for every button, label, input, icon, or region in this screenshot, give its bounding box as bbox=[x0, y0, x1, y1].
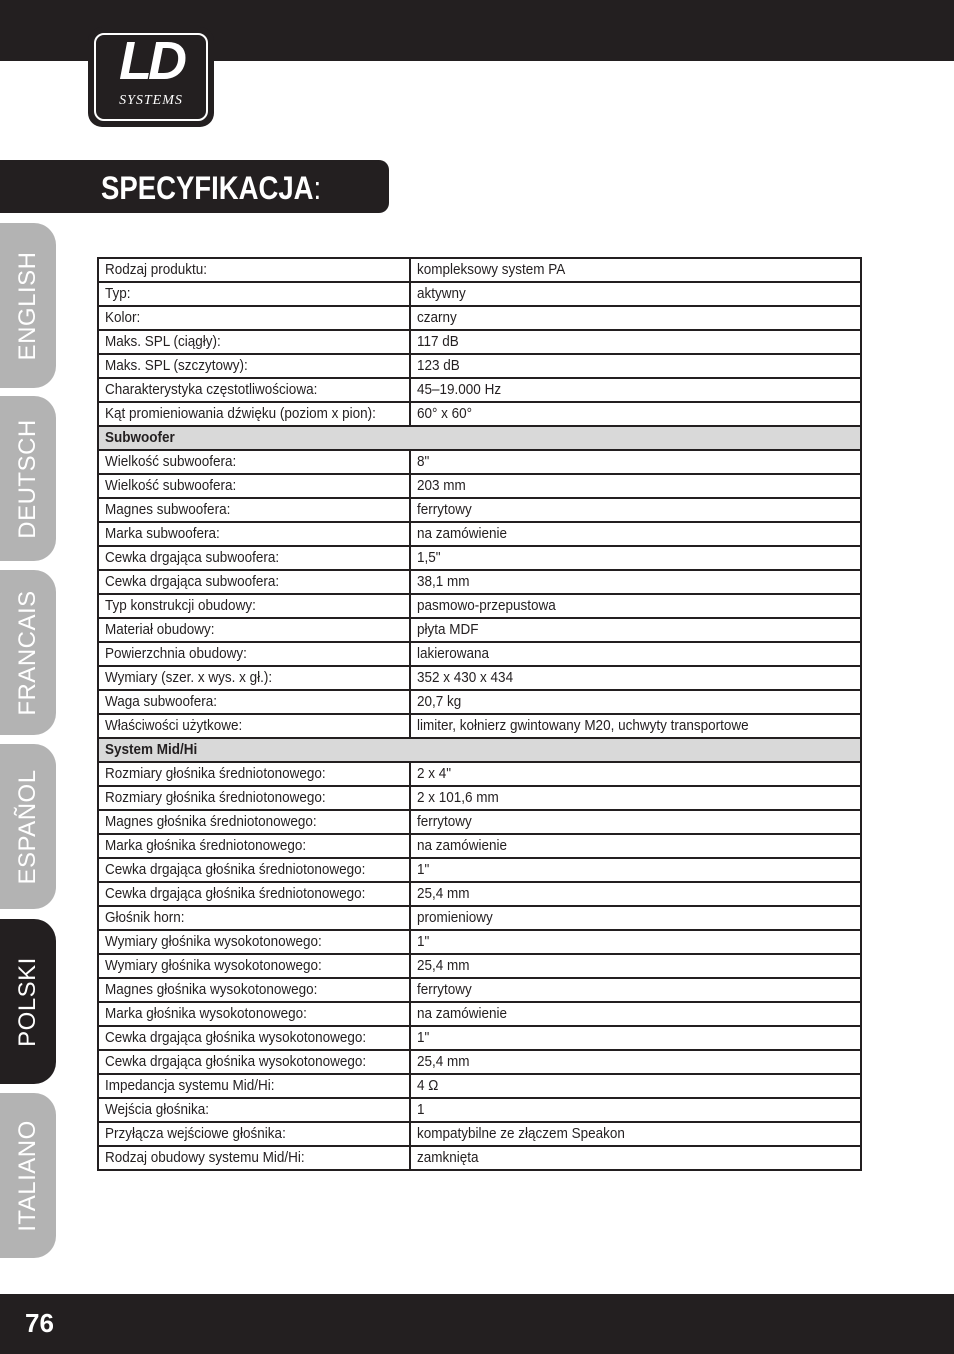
spec-label-text: Marka głośnika średniotonowego: bbox=[105, 837, 307, 854]
spec-label-text: Cewka drgająca głośnika wysokotonowego: bbox=[105, 1053, 367, 1070]
spec-label-text: Kolor: bbox=[105, 309, 141, 326]
spec-label bbox=[98, 474, 410, 498]
spec-label bbox=[98, 834, 410, 858]
spec-value-text: 20,7 kg bbox=[417, 693, 462, 710]
table-row bbox=[98, 330, 861, 354]
table-row bbox=[98, 930, 861, 954]
spec-label-text: Właściwości użytkowe: bbox=[105, 717, 243, 734]
table-row bbox=[98, 1050, 861, 1074]
table-row bbox=[98, 1074, 861, 1098]
spec-value-text: 1" bbox=[417, 861, 430, 878]
spec-value-text: 1 bbox=[417, 1101, 425, 1118]
spec-label bbox=[98, 762, 410, 786]
table-row bbox=[98, 570, 861, 594]
spec-label bbox=[98, 786, 410, 810]
spec-label bbox=[98, 378, 410, 402]
spec-value-text: promieniowy bbox=[417, 909, 493, 926]
spec-value bbox=[410, 1146, 861, 1170]
spec-label bbox=[98, 690, 410, 714]
table-row bbox=[98, 450, 861, 474]
section-header-text: Subwoofer bbox=[105, 429, 175, 446]
spec-value bbox=[410, 546, 861, 570]
specification-table bbox=[97, 257, 862, 1171]
table-row bbox=[98, 402, 861, 426]
spec-label-text: Magnes głośnika wysokotonowego: bbox=[105, 981, 318, 998]
table-row bbox=[98, 1146, 861, 1170]
spec-value-text: czarny bbox=[417, 309, 457, 326]
spec-value bbox=[410, 762, 861, 786]
spec-label-text: Rodzaj obudowy systemu Mid/Hi: bbox=[105, 1149, 305, 1166]
table-row bbox=[98, 882, 861, 906]
spec-label bbox=[98, 1146, 410, 1170]
spec-value bbox=[410, 690, 861, 714]
spec-label bbox=[98, 1026, 410, 1050]
spec-value-text: kompleksowy system PA bbox=[417, 261, 566, 278]
spec-value bbox=[410, 1026, 861, 1050]
table-row bbox=[98, 258, 861, 282]
table-row bbox=[98, 834, 861, 858]
spec-label-text: Wejścia głośnika: bbox=[105, 1101, 210, 1118]
spec-label bbox=[98, 1098, 410, 1122]
table-row bbox=[98, 906, 861, 930]
spec-value bbox=[410, 1122, 861, 1146]
table-row bbox=[98, 498, 861, 522]
spec-value bbox=[410, 642, 861, 666]
table-row bbox=[98, 690, 861, 714]
spec-value-text: aktywny bbox=[417, 285, 466, 302]
spec-label-text: Marka subwoofera: bbox=[105, 525, 220, 542]
section-header bbox=[98, 738, 861, 762]
table-row bbox=[98, 1002, 861, 1026]
spec-value bbox=[410, 402, 861, 426]
spec-value bbox=[410, 714, 861, 738]
bottom-bar bbox=[0, 1294, 954, 1354]
spec-value bbox=[410, 522, 861, 546]
spec-label-text: Magnes głośnika średniotonowego: bbox=[105, 813, 317, 830]
section-title-colon: : bbox=[313, 170, 322, 206]
table-row bbox=[98, 858, 861, 882]
spec-label bbox=[98, 1002, 410, 1026]
section-title-text: SPECYFIKACJA bbox=[101, 170, 314, 206]
logo-wordmark: LD bbox=[119, 31, 183, 91]
spec-value-text: na zamówienie bbox=[417, 837, 508, 854]
spec-value bbox=[410, 930, 861, 954]
table-row bbox=[98, 978, 861, 1002]
spec-value-text: 1" bbox=[417, 933, 430, 950]
table-row bbox=[98, 714, 861, 738]
spec-value bbox=[410, 570, 861, 594]
spec-label bbox=[98, 810, 410, 834]
spec-value bbox=[410, 498, 861, 522]
spec-label bbox=[98, 906, 410, 930]
table-row bbox=[98, 954, 861, 978]
tab-espanol-label: ESPAÑOL bbox=[14, 768, 41, 885]
spec-label-text: Cewka drgająca subwoofera: bbox=[105, 573, 280, 590]
spec-value-text: 203 mm bbox=[417, 477, 466, 494]
table-row bbox=[98, 546, 861, 570]
spec-value bbox=[410, 282, 861, 306]
spec-value-text: 1,5" bbox=[417, 549, 441, 566]
spec-label-text: Kąt promieniowania dźwięku (poziom x pion): bbox=[105, 405, 376, 422]
spec-label-text: Marka głośnika wysokotonowego: bbox=[105, 1005, 307, 1022]
tab-deutsch[interactable] bbox=[0, 396, 56, 561]
spec-label bbox=[98, 306, 410, 330]
spec-label bbox=[98, 330, 410, 354]
table-row bbox=[98, 1098, 861, 1122]
tab-deutsch-label: DEUTSCH bbox=[14, 418, 41, 539]
spec-value-text: ferrytowy bbox=[417, 501, 472, 518]
spec-value-text: lakierowana bbox=[417, 645, 490, 662]
spec-label-text: Wymiary (szer. x wys. x gł.): bbox=[105, 669, 273, 686]
table-row bbox=[98, 786, 861, 810]
spec-label bbox=[98, 930, 410, 954]
spec-label bbox=[98, 570, 410, 594]
spec-value-text: ferrytowy bbox=[417, 981, 472, 998]
spec-label-text: Głośnik horn: bbox=[105, 909, 185, 926]
spec-value-text: 123 dB bbox=[417, 357, 460, 374]
spec-label bbox=[98, 450, 410, 474]
spec-label bbox=[98, 354, 410, 378]
spec-value bbox=[410, 1074, 861, 1098]
spec-value bbox=[410, 618, 861, 642]
spec-value bbox=[410, 954, 861, 978]
spec-value bbox=[410, 378, 861, 402]
spec-label bbox=[98, 402, 410, 426]
spec-value bbox=[410, 1050, 861, 1074]
spec-label-text: Cewka drgająca głośnika średniotonowego: bbox=[105, 885, 366, 902]
spec-label-text: Wymiary głośnika wysokotonowego: bbox=[105, 933, 322, 950]
spec-label bbox=[98, 642, 410, 666]
logo-subtitle: SYSTEMS bbox=[119, 93, 183, 108]
spec-value-text: 25,4 mm bbox=[417, 957, 470, 974]
table-row bbox=[98, 642, 861, 666]
table-row bbox=[98, 762, 861, 786]
spec-value bbox=[410, 450, 861, 474]
tab-english-label: ENGLISH bbox=[14, 251, 41, 360]
spec-value bbox=[410, 666, 861, 690]
spec-value bbox=[410, 1098, 861, 1122]
spec-label-text: Wielkość subwoofera: bbox=[105, 477, 237, 494]
tab-polski-label: POLSKI bbox=[14, 956, 41, 1047]
spec-value-text: pasmowo-przepustowa bbox=[417, 597, 556, 614]
tab-english[interactable] bbox=[0, 223, 56, 388]
spec-label-text: Typ: bbox=[105, 285, 131, 302]
spec-value-text: 25,4 mm bbox=[417, 885, 470, 902]
ld-systems-logo bbox=[88, 27, 214, 127]
spec-value bbox=[410, 258, 861, 282]
section-header-row bbox=[98, 426, 861, 450]
spec-label bbox=[98, 594, 410, 618]
tab-espanol[interactable] bbox=[0, 744, 56, 909]
spec-value bbox=[410, 1002, 861, 1026]
spec-value-text: 2 x 4" bbox=[417, 765, 452, 782]
spec-value-text: 2 x 101,6 mm bbox=[417, 789, 499, 806]
section-title bbox=[101, 170, 321, 206]
spec-label bbox=[98, 522, 410, 546]
spec-value-text: 38,1 mm bbox=[417, 573, 470, 590]
spec-value-text: 117 dB bbox=[417, 333, 459, 350]
spec-value bbox=[410, 594, 861, 618]
table-row bbox=[98, 354, 861, 378]
tab-polski[interactable] bbox=[0, 919, 56, 1084]
spec-label-text: Rozmiary głośnika średniotonowego: bbox=[105, 789, 326, 806]
spec-label bbox=[98, 282, 410, 306]
table-row bbox=[98, 282, 861, 306]
table-row bbox=[98, 1026, 861, 1050]
spec-value bbox=[410, 858, 861, 882]
spec-value-text: 8" bbox=[417, 453, 430, 470]
spec-value-text: płyta MDF bbox=[417, 621, 479, 638]
spec-label-text: Materiał obudowy: bbox=[105, 621, 215, 638]
table-row bbox=[98, 594, 861, 618]
spec-value-text: kompatybilne ze złączem Speakon bbox=[417, 1125, 625, 1142]
spec-label-text: Cewka drgająca głośnika wysokotonowego: bbox=[105, 1029, 367, 1046]
spec-label-text: Wymiary głośnika wysokotonowego: bbox=[105, 957, 322, 974]
table-row bbox=[98, 522, 861, 546]
spec-label-text: Cewka drgająca głośnika średniotonowego: bbox=[105, 861, 366, 878]
spec-label-text: Cewka drgająca subwoofera: bbox=[105, 549, 280, 566]
spec-label bbox=[98, 258, 410, 282]
spec-value-text: limiter, kołnierz gwintowany M20, uchwyty transportowe bbox=[417, 717, 749, 734]
spec-label-text: Maks. SPL (ciągły): bbox=[105, 333, 221, 350]
table-row bbox=[98, 618, 861, 642]
spec-label bbox=[98, 714, 410, 738]
spec-value bbox=[410, 978, 861, 1002]
table-row bbox=[98, 378, 861, 402]
tab-italiano-label: ITALIANO bbox=[14, 1119, 41, 1232]
spec-label bbox=[98, 666, 410, 690]
spec-label bbox=[98, 978, 410, 1002]
spec-value-text: 1" bbox=[417, 1029, 430, 1046]
spec-label-text: Rodzaj produktu: bbox=[105, 261, 208, 278]
spec-value bbox=[410, 882, 861, 906]
spec-label-text: Wielkość subwoofera: bbox=[105, 453, 237, 470]
spec-label bbox=[98, 546, 410, 570]
tab-francais-label: FRANCAIS bbox=[14, 589, 41, 716]
tab-francais[interactable] bbox=[0, 570, 56, 735]
spec-value-text: na zamówienie bbox=[417, 525, 508, 542]
spec-value-text: 25,4 mm bbox=[417, 1053, 470, 1070]
spec-label-text: Przyłącza wejściowe głośnika: bbox=[105, 1125, 286, 1142]
table-row bbox=[98, 474, 861, 498]
spec-value bbox=[410, 810, 861, 834]
spec-value bbox=[410, 354, 861, 378]
table-row bbox=[98, 666, 861, 690]
spec-label-text: Magnes subwoofera: bbox=[105, 501, 231, 518]
spec-label-text: Charakterystyka częstotliwościowa: bbox=[105, 381, 318, 398]
section-header-text: System Mid/Hi bbox=[105, 741, 198, 758]
spec-value bbox=[410, 474, 861, 498]
spec-label-text: Powierzchnia obudowy: bbox=[105, 645, 247, 662]
spec-value bbox=[410, 906, 861, 930]
spec-value-text: 352 x 430 x 434 bbox=[417, 669, 514, 686]
spec-label-text: Waga subwoofera: bbox=[105, 693, 218, 710]
spec-label-text: Impedancja systemu Mid/Hi: bbox=[105, 1077, 275, 1094]
spec-value bbox=[410, 330, 861, 354]
table-row bbox=[98, 306, 861, 330]
spec-value-text: 4 Ω bbox=[417, 1077, 439, 1094]
spec-label bbox=[98, 858, 410, 882]
tab-italiano[interactable] bbox=[0, 1093, 56, 1258]
section-header bbox=[98, 426, 861, 450]
spec-value bbox=[410, 786, 861, 810]
spec-value-text: 60° x 60° bbox=[417, 405, 473, 422]
spec-value-text: ferrytowy bbox=[417, 813, 472, 830]
spec-value bbox=[410, 306, 861, 330]
table-row bbox=[98, 1122, 861, 1146]
spec-label bbox=[98, 1050, 410, 1074]
spec-value-text: zamknięta bbox=[417, 1149, 479, 1166]
spec-label-text: Rozmiary głośnika średniotonowego: bbox=[105, 765, 326, 782]
spec-label-text: Typ konstrukcji obudowy: bbox=[105, 597, 256, 614]
table-row bbox=[98, 810, 861, 834]
page-number: 76 bbox=[25, 1308, 54, 1338]
spec-label bbox=[98, 954, 410, 978]
spec-label-text: Maks. SPL (szczytowy): bbox=[105, 357, 248, 374]
spec-label bbox=[98, 618, 410, 642]
spec-value bbox=[410, 834, 861, 858]
spec-label bbox=[98, 498, 410, 522]
spec-label bbox=[98, 1122, 410, 1146]
spec-value-text: 45–19.000 Hz bbox=[417, 381, 502, 398]
spec-label bbox=[98, 1074, 410, 1098]
section-header-row bbox=[98, 738, 861, 762]
spec-value-text: na zamówienie bbox=[417, 1005, 508, 1022]
spec-label bbox=[98, 882, 410, 906]
